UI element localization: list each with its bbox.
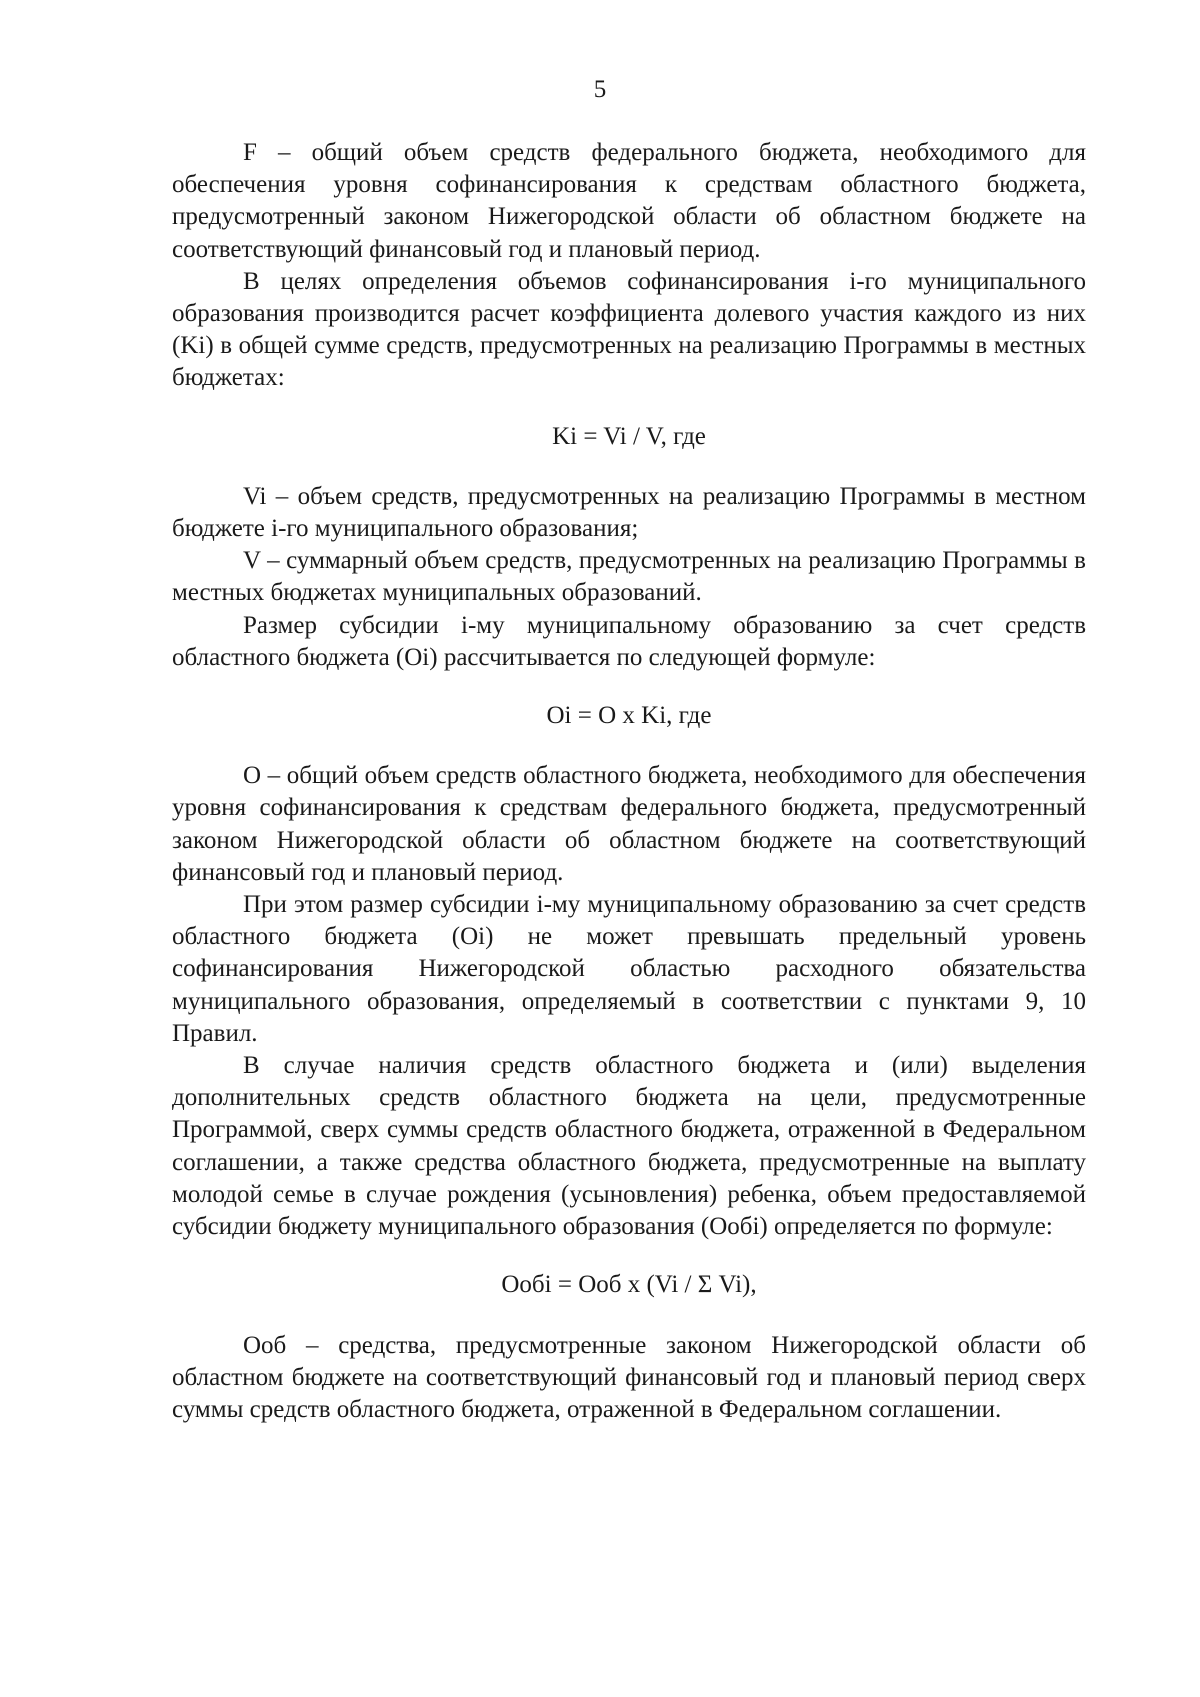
paragraph-f-definition: F – общий объем средств федерального бюджета, необходимого для обеспечения уровня софинансирования к средствам областного бюджета, предусмотренный законом Нижегородской области об областном бюджете на соответствующий финансовый год и плановый период.	[172, 139, 1086, 263]
paragraph-ki-intro: В целях определения объемов софинансирования i-го муниципального образования производится расчет коэффициента долевого участия каждого из них (Ki) в общей сумме средств, предусмотренных на реализацию Программы в местных бюджетах:	[172, 267, 1086, 392]
document-body	[172, 137, 1086, 1426]
formula-ki: Ki = Vi / V, где	[552, 422, 706, 450]
paragraph-o-definition: O – общий объем средств областного бюджета, необходимого для обеспечения уровня софинансирования к средствам федерального бюджета, предусмотренный законом Нижегородской области об областном бюджете на соответствующий финансовый год и плановый период.	[172, 762, 1086, 886]
paragraph-vi-definition: Vi – объем средств, предусмотренных на реализацию Программы в местном бюджете i-го муниципального образования;	[172, 482, 1086, 543]
paragraph-v-definition: V – суммарный объем средств, предусмотренных на реализацию Программы в местных бюджетах муниципальных образований.	[172, 547, 1086, 607]
paragraph-oob-definition: Ооб – средства, предусмотренные законом Нижегородской области об областном бюджете на соответствующий финансовый год и плановый период сверх суммы средств областного бюджета, отраженной в Федеральном соглашении.	[172, 1331, 1086, 1423]
formula-oi: Oi = O x Ki, где	[546, 702, 712, 730]
formula-oobi: Ообi = Ооб x (Vi / Σ Vi),	[501, 1271, 757, 1299]
paragraph-oobi-intro: В случае наличия средств областного бюджета и (или) выделения дополнительных средств областного бюджета на цели, предусмотренные Программой, сверх суммы средств областного бюджета, отраженной в Федеральном соглашении, а также средства областного бюджета, предусмотренные на выплату молодой семье в случае рождения (усыновления) ребенка, объем предоставляемой субсидии бюджету муниципального образования (Ообi) определяется по формуле:	[172, 1052, 1086, 1241]
page-number: 5	[593, 76, 607, 103]
paragraph-oi-limit: При этом размер субсидии i-му муниципальному образованию за счет средств областного бюджета (Oi) не может превышать предельный уровень софинансирования Нижегородской областью расходного обязательства муниципального образования, определяемый в соответствии с пунктами 9, 10 Правил.	[172, 891, 1086, 1047]
paragraph-oi-intro: Размер субсидии i-му муниципальному образованию за счет средств областного бюджета (Oi) рассчитывается по следующей формуле:	[172, 611, 1086, 671]
